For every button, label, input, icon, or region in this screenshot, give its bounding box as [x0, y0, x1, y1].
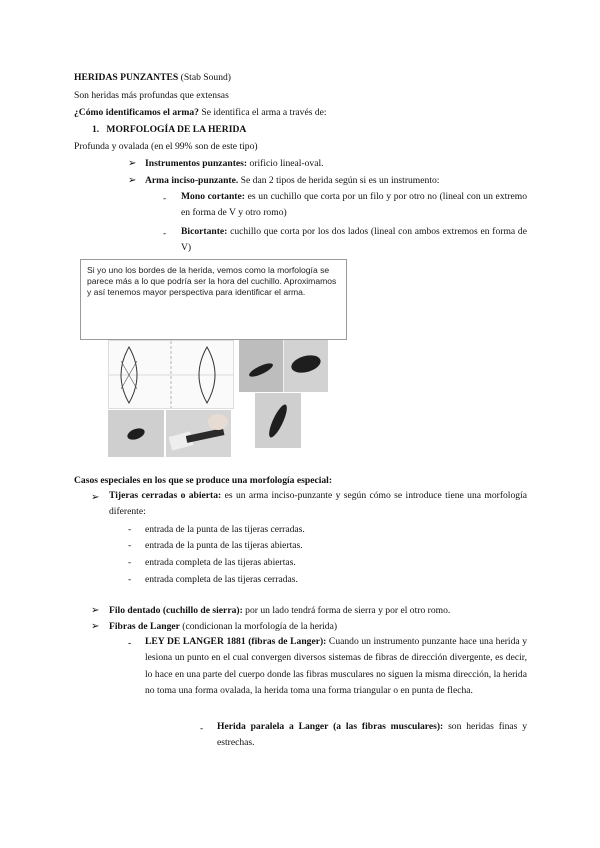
instruments-item	[145, 157, 324, 170]
dash-bullet: -	[128, 524, 132, 535]
wound-photo-3	[108, 410, 164, 457]
wound-photo-4-drawing	[166, 410, 231, 457]
section-1-heading	[92, 123, 246, 136]
intro-line: Son heridas más profundas que extensas	[74, 90, 229, 101]
langer-item	[145, 634, 527, 700]
section-1-title: MORFOLOGÍA DE LA HERIDA	[106, 124, 247, 135]
instruments-rest: orificio lineal-oval.	[247, 158, 324, 169]
title-bold: HERIDAS PUNZANTES	[74, 72, 179, 83]
dash-bullet: -	[128, 638, 132, 649]
bicortante-rest: cuchillo que corta por los dos lados (lineal con ambos extremos en forma de V)	[181, 226, 527, 254]
question-line	[74, 106, 327, 119]
arrow-bullet-icon: ➢	[128, 158, 137, 169]
tijeras-item-2: entrada de la punta de las tijeras abiertas.	[145, 540, 303, 551]
wound-photo-1-drawing	[239, 340, 328, 392]
arrow-bullet-icon: ➢	[91, 605, 100, 616]
paralela-rest: son heridas finas y estrechas.	[217, 721, 527, 749]
inciso-bold: Arma inciso-punzante.	[145, 175, 239, 186]
lens-diagram-image	[108, 340, 234, 409]
shape-line: Profunda y ovalada (en el 99% son de este tipo)	[74, 141, 258, 152]
langer-rest: Cuando un instrumento punzante hace una herida y lesiona un punto en el cual convergen diversos sistemas de fibras de dirección divergente, es decir, lo hace en una parte del cuerpo donde las fibras musculares no siguen la misma dirección, la herida no toma una forma ovalada, la herida toma una forma triangular o en punta de flecha.	[145, 636, 528, 697]
inciso-item	[145, 174, 439, 187]
mono-bold: Mono cortante:	[181, 191, 245, 202]
tijeras-item-1: entrada de la punta de las tijeras cerradas.	[145, 524, 305, 535]
mono-rest: es un cuchillo que corta por un filo y por otro no (lineal con un extremo en forma de V y otro romo)	[181, 191, 527, 219]
instruments-bold: Instrumentos punzantes:	[145, 158, 248, 169]
note-box-text: Si yo uno los bordes de la herida, vemos como la morfología se parece más a lo que podría ser la hora del cuchillo. Aproximamos y así tenemos mayor perspectiva para identificar el arma.	[87, 265, 337, 298]
arrow-bullet-icon: ➢	[128, 175, 137, 186]
dash-bullet: -	[200, 723, 204, 734]
question-bold: ¿Cómo identificamos el arma?	[74, 107, 199, 118]
bicortante-bold: Bicortante:	[181, 226, 228, 237]
mono-item	[181, 189, 527, 222]
inciso-rest: Se dan 2 tipos de herida según si es un instrumento:	[238, 175, 440, 186]
wound-photo-2-drawing	[255, 393, 301, 448]
dash-bullet: -	[163, 228, 167, 239]
paralela-item	[217, 719, 527, 752]
fibras-rest: (condicionan la morfología de la herida)	[179, 621, 338, 632]
langer-bold: LEY DE LANGER 1881 (fibras de Langer):	[145, 636, 327, 647]
note-box	[80, 259, 347, 340]
bicortante-item	[181, 224, 527, 257]
tijeras-rest: es un arma inciso-punzante y según cómo se introduce tiene una morfología diferente:	[109, 490, 527, 518]
dash-bullet: -	[128, 574, 132, 585]
wound-photo-4	[166, 410, 231, 457]
special-heading: Casos especiales en los que se produce una morfología especial:	[74, 475, 333, 486]
question-rest: Se identifica el arma a través de:	[198, 107, 327, 118]
wound-photo-2	[255, 393, 301, 448]
filo-item	[109, 604, 450, 617]
fibras-item	[109, 620, 337, 633]
wound-photo-3-drawing	[108, 410, 164, 457]
dash-bullet: -	[128, 540, 132, 551]
tijeras-item	[109, 488, 527, 521]
arrow-bullet-icon: ➢	[91, 621, 100, 632]
dash-bullet: -	[163, 193, 167, 204]
arrow-bullet-icon: ➢	[91, 492, 100, 503]
dash-bullet: -	[128, 557, 132, 568]
lens-diagram-drawing	[109, 341, 233, 408]
filo-bold: Filo dentado (cuchillo de sierra):	[109, 605, 243, 616]
paralela-bold: Herida paralela a Langer (a las fibras musculares):	[217, 721, 444, 732]
tijeras-bold: Tijeras cerradas o abierta:	[109, 490, 222, 501]
document-title	[74, 71, 231, 84]
tijeras-item-3: entrada completa de las tijeras abiertas.	[145, 557, 296, 568]
section-1-number: 1.	[92, 124, 100, 135]
tijeras-item-4: entrada completa de las tijeras cerradas.	[145, 574, 298, 585]
fibras-bold: Fibras de Langer	[109, 621, 180, 632]
wound-photo-1	[239, 340, 328, 392]
title-rest: (Stab Sound)	[178, 72, 231, 83]
filo-rest: por un lado tendrá forma de sierra y por el otro romo.	[242, 605, 451, 616]
